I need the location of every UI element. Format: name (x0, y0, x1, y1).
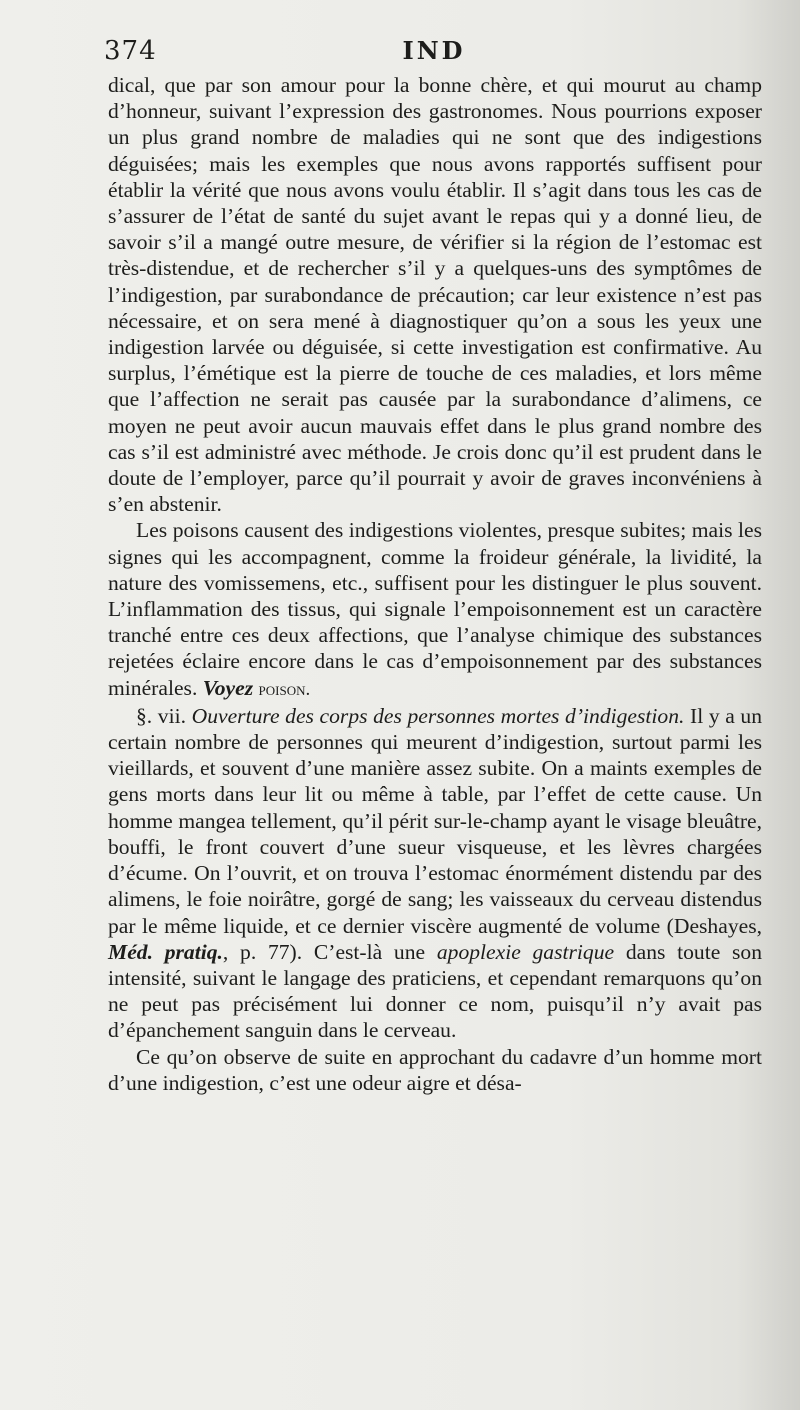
body-text (108, 72, 762, 1096)
paragraph-text: , p. 77). C’est-là une (222, 939, 426, 964)
citation-title: Méd. pratiq. (108, 939, 223, 964)
section-number: §. vii. (136, 703, 186, 728)
cross-reference-label: Voyez (202, 675, 254, 700)
paragraph-continuation (108, 72, 762, 517)
paragraph-text: Ce qu’on observe de suite en approchant du cadavre d’un homme mort d’une indigestion, c’est une odeur aigre et désa- (108, 1044, 762, 1095)
page-header (104, 36, 764, 70)
paragraph-poisons (108, 517, 762, 702)
paragraph-text: Les poisons causent des indigestions violentes, presque subites; mais les signes qui les accompagnent, comme la froideur générale, la lividité, la nature des vomissemens, etc., suffisent pour les distinguer le plus souvent. L’inflammation des tissus, qui signale l’empoisonnement est un caractère tranché entre ces deux affections, que l’analyse chimique des substances rejetées éclaire encore dans le cas d’empoisonnement par des substances minérales. (108, 518, 762, 700)
running-head: IND (402, 36, 466, 65)
emphasized-term: apoplexie gastrique (436, 939, 615, 964)
section-heading: Ouverture des corps des personnes mortes d’indigestion. (191, 703, 685, 728)
paragraph-text: dical, que par son amour pour la bonne chère, et qui mourut au champ d’honneur, suivant l’expression des gastronomes. Nous pourrions exposer un plus grand nombre de maladies qui ne sont que des indigestions déguisées; mais les exemples que nous avons rapportés suffisent pour établir la vérité que nous avons voulu établir. Il s’agit dans tous les cas de s’assurer de l’état de santé du sujet avant le repas qui y a donné lieu, de savoir s’il a mangé outre mesure, de vérifier si la région de l’estomac est très-distendue, et de rechercher s’il y a quelques-uns des symptômes de l’indigestion, par surabondance de précaution; car leur existence n’est pas nécessaire, et on sera mené à diagnostiquer qu’on a sous les yeux une indigestion larvée ou déguisée, si cette investigation est confirmative. Au surplus, l’émétique est la pierre de touche de ces maladies, et lors même que l’affection ne serait pas causée par la surabondance d’alimens, ce moyen ne peut avoir aucun mauvais effet dans le plus grand nombre des cas s’il est administré avec méthode. Je crois donc qu’il est prudent dans le doute de l’employer, parce qu’il pourrait y avoir de graves inconvéniens à s’en abstenir. (108, 73, 762, 517)
section-vii (108, 703, 762, 1044)
page-number: 374 (104, 36, 157, 66)
cross-reference-target: poison. (258, 678, 311, 700)
paragraph-cadavre (108, 1044, 762, 1096)
paragraph-text: Il y a un certain nombre de personnes qui meurent d’indigestion, surtout parmi les vieillards, et souvent d’une manière assez subite. On a maints exemples de gens morts dans leur lit ou même à table, par l’effet de cette cause. Un homme mangea tellement, qu’il périt sur-le-champ ayant le visage bleuâtre, bouffi, le front couvert d’une sueur visqueuse, et les lèvres chargées d’écume. On l’ouvrit, et on trouva l’estomac énormément distendu par des alimens, le foie noirâtre, gorgé de sang; les vaisseaux du cerveau distendus par le même liquide, et ce dernier viscère augmenté de volume (Deshayes, (108, 703, 762, 938)
paragraph-text: dans toute son intensité, suivant le langage des praticiens, et cependant remarquons qu’on ne peut pas précisément lui donner ce nom, puisqu’il n’y avait pas d’épanchement sanguin dans le cerveau. (108, 939, 763, 1043)
